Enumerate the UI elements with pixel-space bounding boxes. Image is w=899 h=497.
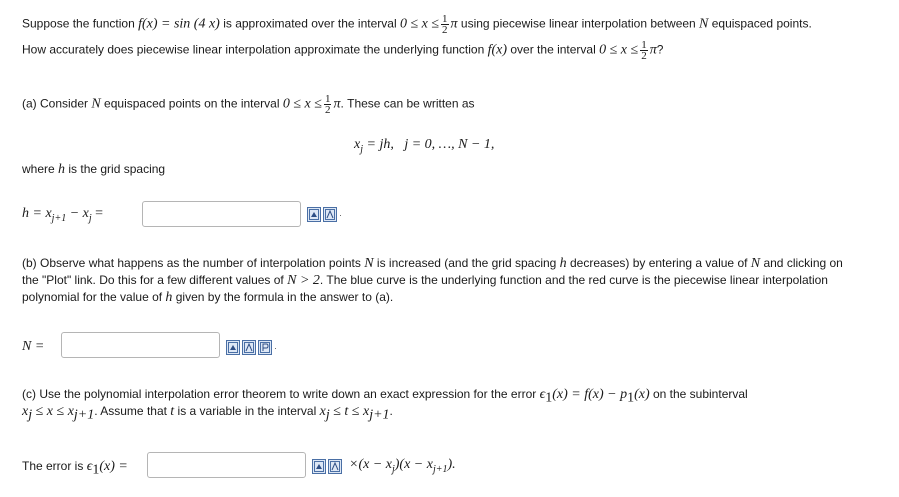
error-answer-input[interactable] bbox=[147, 452, 306, 478]
part-b-label: (b) bbox=[22, 256, 37, 270]
formula-rest: = jh, j = 0, …, N − 1, bbox=[363, 137, 495, 152]
formula-sub: j bbox=[360, 143, 363, 155]
part-a-text: equispaced points on the interval bbox=[100, 96, 283, 111]
epsilon: ϵ bbox=[539, 387, 546, 402]
error-tail bbox=[349, 457, 456, 475]
intro-text: over the interval bbox=[507, 42, 600, 57]
err-sub: 1 bbox=[545, 390, 553, 406]
tail-sub2: j+1 bbox=[432, 463, 448, 475]
part-b-text: and clicking on bbox=[760, 256, 843, 270]
part-a-text: . These can be written as bbox=[340, 96, 475, 111]
intro-text: How accurately does piecewise linear interpolation approximate the underlying function bbox=[22, 42, 488, 57]
interval-left: 0 ≤ x ≤ bbox=[282, 96, 322, 112]
h-answer-input[interactable] bbox=[142, 201, 301, 227]
period: . bbox=[389, 404, 393, 418]
part-c-text: . Assume that bbox=[94, 404, 171, 418]
var-N: N bbox=[364, 256, 374, 271]
func-f: f(x) bbox=[487, 42, 508, 58]
where-line bbox=[22, 162, 165, 178]
intro-line-1 bbox=[22, 14, 812, 35]
condition-N: N > 2 bbox=[287, 273, 320, 288]
error-answer-label bbox=[22, 459, 128, 478]
var-x: x bbox=[22, 404, 29, 419]
var-t: t bbox=[170, 404, 175, 419]
err-rest: (x) = f(x) − p bbox=[552, 387, 628, 402]
var-N: N bbox=[699, 16, 709, 32]
var-h: h bbox=[559, 256, 567, 271]
interval-left: 0 ≤ x ≤ bbox=[399, 16, 440, 32]
part-b-text: Observe what happens as the number of interpolation points bbox=[36, 256, 365, 270]
part-b-text: is increased (and the grid spacing bbox=[373, 256, 560, 270]
part-b-text bbox=[22, 255, 872, 306]
part-c-text: is a variable in the interval bbox=[174, 404, 320, 418]
equation-editor-icon[interactable] bbox=[312, 459, 326, 474]
var-N: N bbox=[91, 96, 101, 112]
interval-mid: ≤ x ≤ x bbox=[32, 404, 74, 419]
sub-j1: j+1 bbox=[73, 407, 95, 423]
h-eq: = bbox=[91, 206, 104, 221]
pi-symbol: π bbox=[649, 42, 657, 58]
part-b-text: . The blue curve is the underlying function and the red curve is the piecewise linear interpolation bbox=[319, 273, 828, 287]
var-N: N bbox=[750, 256, 761, 271]
preview-icon[interactable] bbox=[242, 340, 256, 355]
where-text: where bbox=[22, 162, 59, 176]
fraction-half bbox=[640, 40, 648, 61]
h-sub2: j bbox=[88, 212, 92, 224]
intro-text: using piecewise linear interpolation between bbox=[457, 16, 700, 31]
tail-mid: )(x − x bbox=[394, 457, 433, 472]
equation-editor-icon[interactable] bbox=[226, 340, 240, 355]
var-h: h bbox=[58, 162, 66, 177]
intro-line-2 bbox=[22, 40, 663, 61]
interval-left: 0 ≤ x ≤ bbox=[599, 42, 639, 58]
fraction-half bbox=[324, 94, 332, 115]
part-b-text: given by the formula in the answer to (a). bbox=[172, 290, 394, 304]
part-b-text: polynomial for the value of bbox=[22, 290, 166, 304]
err-sub2: 1 bbox=[627, 390, 635, 406]
part-a-label: (a) bbox=[22, 96, 37, 111]
tail-end: ). bbox=[447, 457, 456, 472]
fraction-half bbox=[441, 14, 449, 35]
var-h: h bbox=[165, 290, 173, 305]
n-answer-label: N = bbox=[22, 339, 45, 354]
intro-text: equispaced points. bbox=[708, 16, 812, 31]
formula-x: x bbox=[354, 137, 361, 152]
part-a-text: Consider bbox=[36, 96, 92, 111]
sub-j: j bbox=[28, 407, 33, 423]
tail-sub1: j bbox=[391, 463, 395, 475]
sub-j: j bbox=[325, 407, 330, 423]
frac-den: 2 bbox=[442, 24, 448, 36]
where-text: is the grid spacing bbox=[65, 162, 166, 176]
dot: · bbox=[339, 210, 342, 220]
err-rest: (x) = bbox=[99, 459, 128, 474]
part-c-text: on the subinterval bbox=[649, 387, 748, 401]
epsilon: ϵ bbox=[86, 459, 93, 474]
intro-text: Suppose the function bbox=[22, 16, 139, 31]
part-a-intro bbox=[22, 94, 475, 115]
tail-a: ×(x − x bbox=[349, 457, 392, 472]
frac-num: 1 bbox=[641, 39, 647, 51]
var-x: x bbox=[319, 404, 326, 419]
dot: · bbox=[274, 343, 277, 353]
grid-formula bbox=[354, 137, 494, 155]
frac-den: 2 bbox=[324, 104, 331, 116]
intro-text: is approximated over the interval bbox=[219, 16, 400, 31]
error-prefix: The error is bbox=[22, 459, 87, 473]
interval-mid: ≤ t ≤ x bbox=[329, 404, 370, 419]
part-c-text: Use the polynomial interpolation error theorem to write down an exact expression for the error bbox=[36, 387, 540, 401]
plot-icon[interactable] bbox=[258, 340, 272, 355]
frac-num: 1 bbox=[442, 13, 448, 25]
equation-editor-icon[interactable] bbox=[307, 207, 321, 222]
pi-symbol: π bbox=[450, 16, 458, 32]
frac-den: 2 bbox=[641, 50, 647, 62]
preview-icon[interactable] bbox=[328, 459, 342, 474]
preview-icon[interactable] bbox=[323, 207, 337, 222]
h-sub1: j+1 bbox=[51, 212, 67, 224]
n-answer-input[interactable] bbox=[61, 332, 220, 358]
part-b-text: the "Plot" link. Do this for a few different values of bbox=[22, 273, 288, 287]
err-rest2: (x) bbox=[634, 387, 650, 402]
h-lhs: h = x bbox=[22, 206, 52, 221]
frac-num: 1 bbox=[324, 93, 331, 105]
err-sub: 1 bbox=[92, 462, 100, 478]
pi-symbol: π bbox=[333, 96, 341, 112]
question-mark: ? bbox=[656, 42, 664, 57]
part-c-line-2 bbox=[22, 404, 393, 423]
h-mid: − x bbox=[66, 206, 89, 221]
part-c-label: (c) bbox=[22, 387, 36, 401]
part-b-text: decreases) by entering a value of bbox=[566, 256, 751, 270]
sub-j1: j+1 bbox=[369, 407, 390, 423]
intro-function: f(x) = sin (4 x) bbox=[138, 16, 220, 32]
h-answer-label bbox=[22, 206, 103, 224]
